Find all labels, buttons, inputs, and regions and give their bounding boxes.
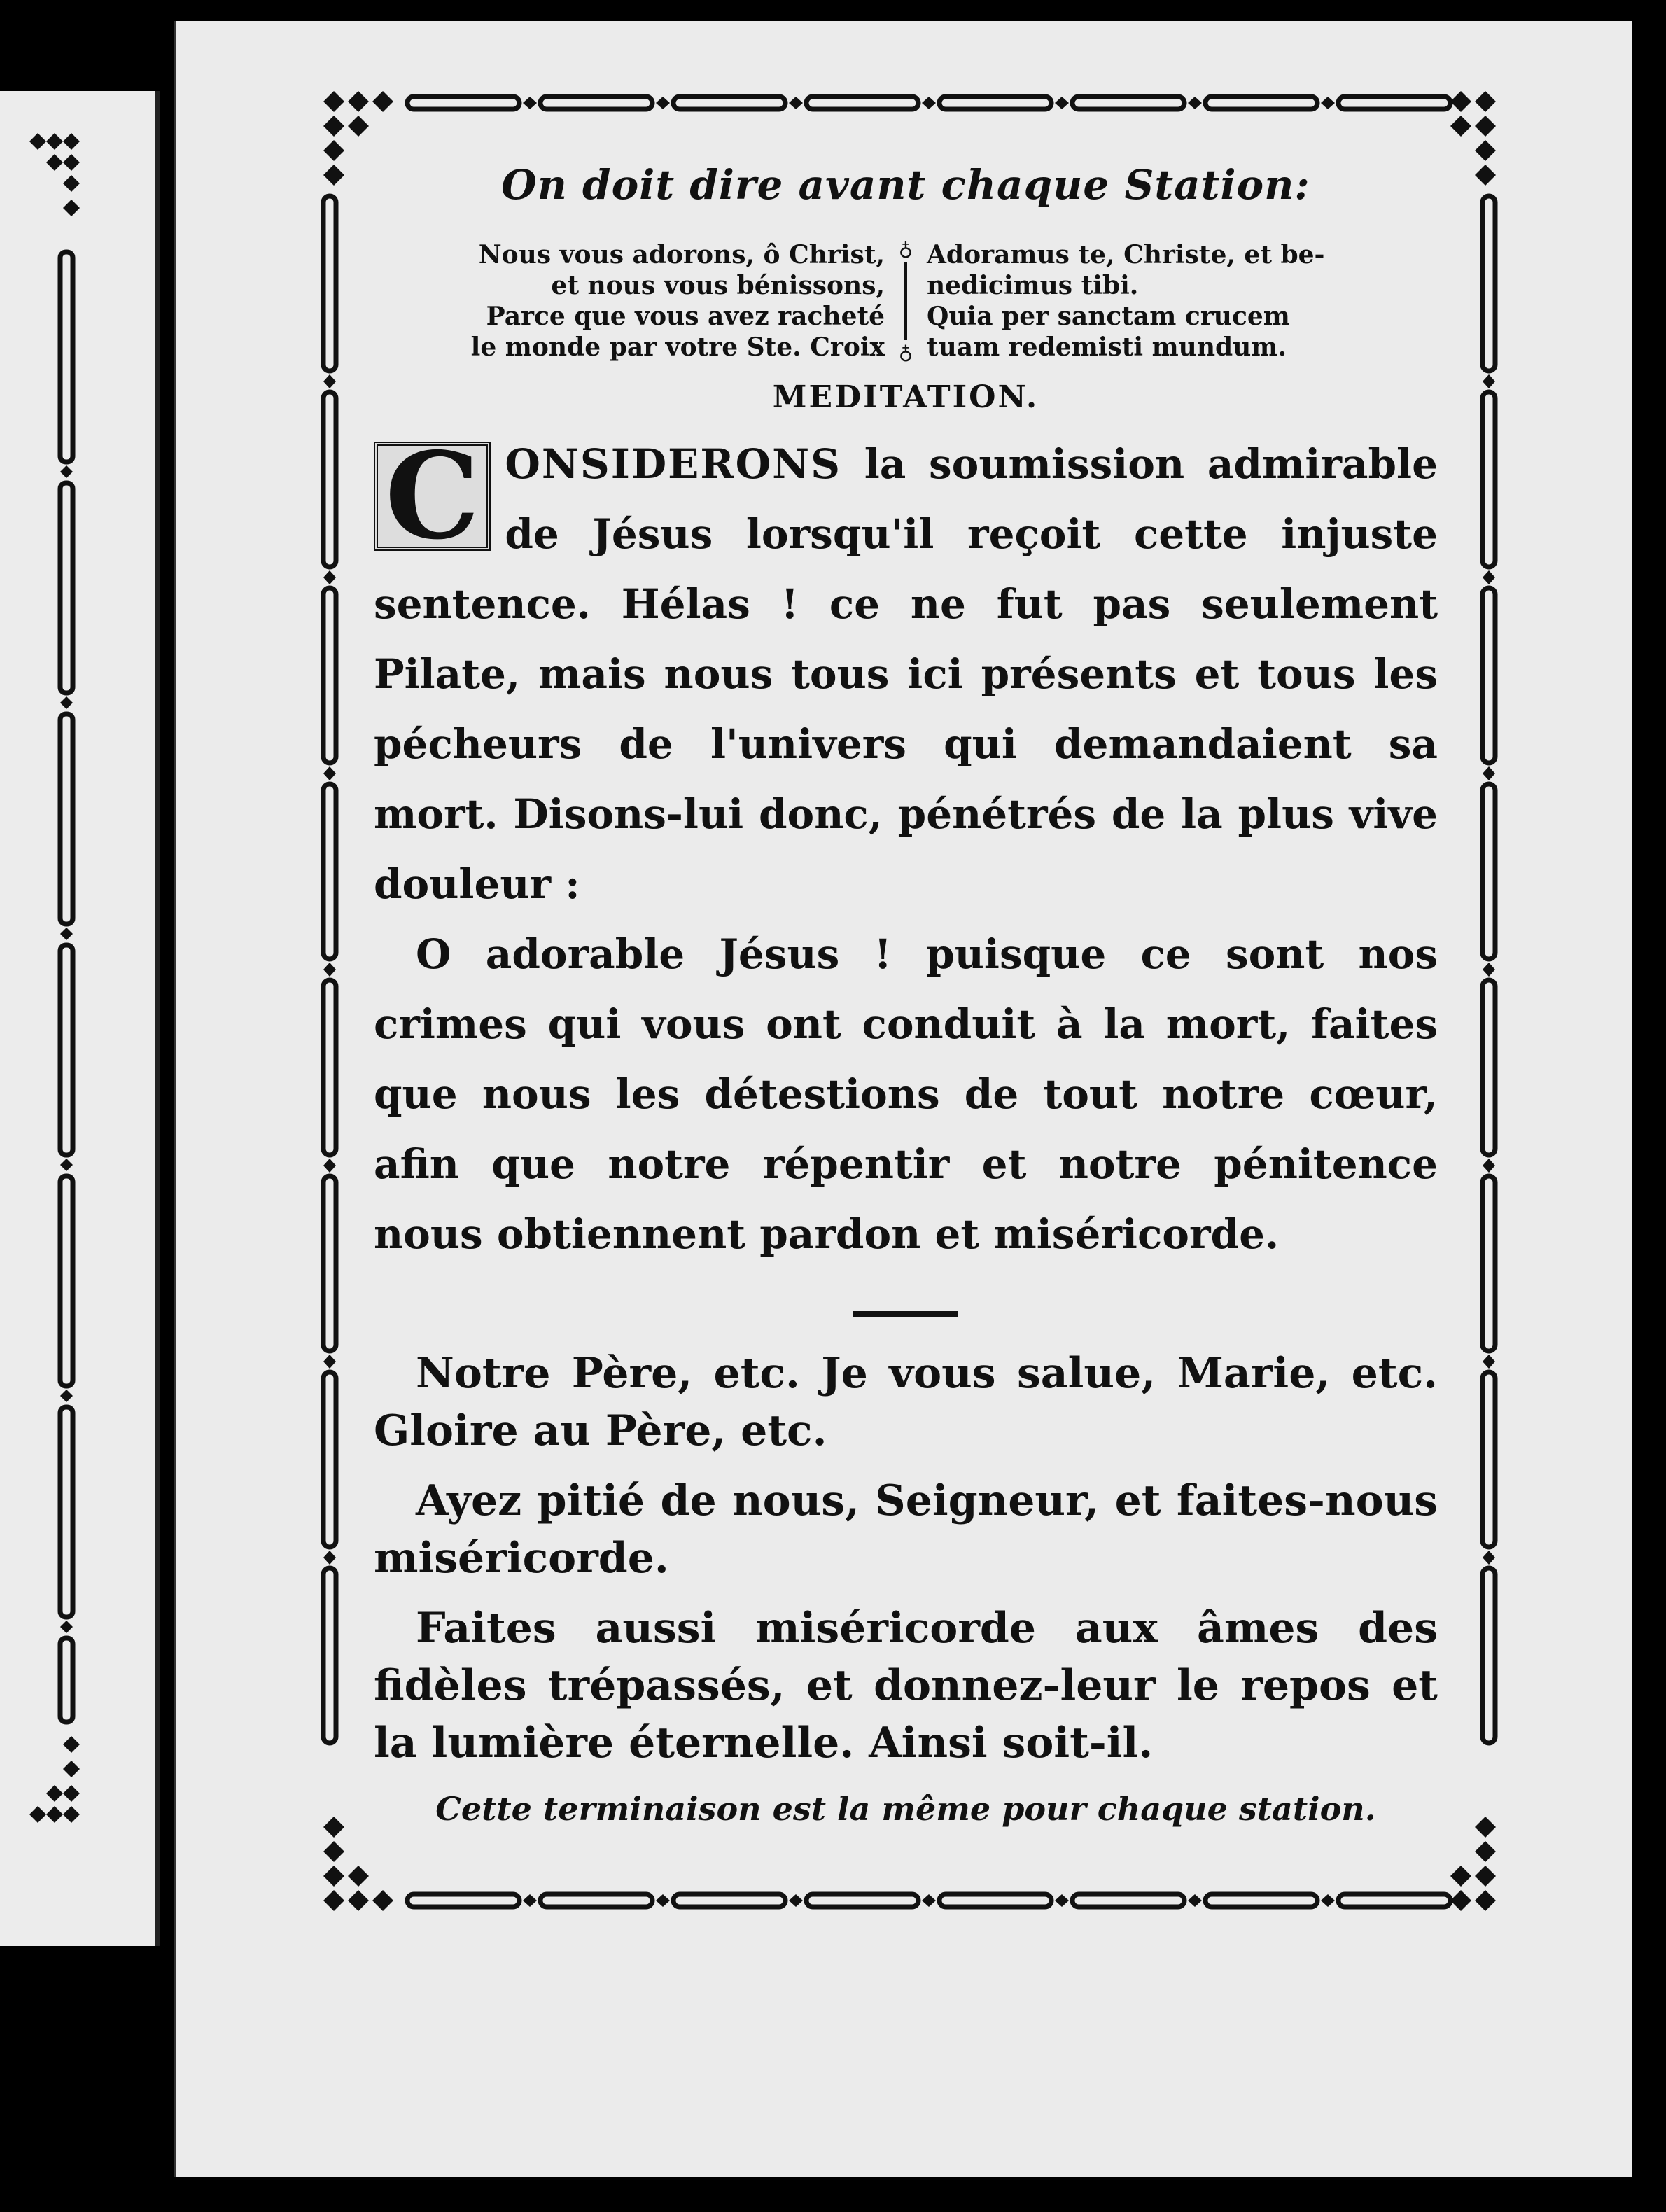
section-divider	[853, 1311, 958, 1317]
latin-line: tuam redemisti mundum.	[927, 332, 1287, 362]
french-line: et nous vous bénissons,	[551, 271, 885, 300]
meditation-paragraph-2: O adorable Jésus ! puisque ce sont nos crimes qui vous ont conduit à la mort, faites que nous les détestions de tout notre cœur, afin que notre répentir et notre pénitence nous obtiennent pardon et miséricorde.	[374, 930, 1438, 1258]
book-spine	[160, 0, 174, 2212]
left-page-edge	[0, 91, 160, 1946]
bilingual-prayer	[374, 239, 1438, 363]
paragraph-text: la soumission admirable de Jésus lorsqu'il reçoit cette injuste sentence. Hélas ! ce ne fut pas seulement Pilate, mais nous tous ici présents et tous les pécheurs de l'univers qui demandaient sa mort. Disons-lui donc, pénétrés de la plus vive douleur :	[374, 440, 1438, 908]
closing-note: Cette terminaison est la même pour chaque station.	[435, 1790, 1376, 1828]
page-header: On doit dire avant chaque Station:	[501, 161, 1310, 209]
prayer-line: Notre Père, etc. Je vous salue, Marie, etc. Gloire au Père, etc.	[374, 1349, 1438, 1455]
latin-line: Quia per sanctam crucem	[927, 302, 1290, 331]
page-content	[374, 161, 1438, 1828]
prayer-line: Faites aussi miséricorde aux âmes des fidèles trépassés, et donnez-leur le repos et la lumière éternelle. Ainsi soit-il.	[374, 1604, 1438, 1768]
latin-line: nedicimus tibi.	[927, 271, 1139, 300]
meditation-paragraph-1	[374, 426, 1438, 919]
french-line: Parce que vous avez racheté	[486, 302, 885, 331]
meditation-heading: MEDITATION.	[772, 379, 1040, 415]
french-line: le monde par votre Ste. Croix	[470, 332, 885, 362]
left-page-border-ornament	[24, 112, 87, 1862]
first-word: ONSIDERONS	[505, 440, 841, 488]
latin-column	[920, 239, 1438, 363]
french-line: Nous vous adorons, ô Christ,	[478, 240, 885, 270]
page	[174, 21, 1632, 2177]
cross-divider-icon: ♁ ♁	[898, 237, 913, 364]
french-column	[374, 239, 892, 363]
prayer-line: Ayez pitié de nous, Seigneur, et faites-nous miséricorde.	[374, 1476, 1438, 1583]
drop-cap: C	[374, 442, 491, 551]
latin-line: Adoramus te, Christe, et be-	[927, 240, 1325, 270]
